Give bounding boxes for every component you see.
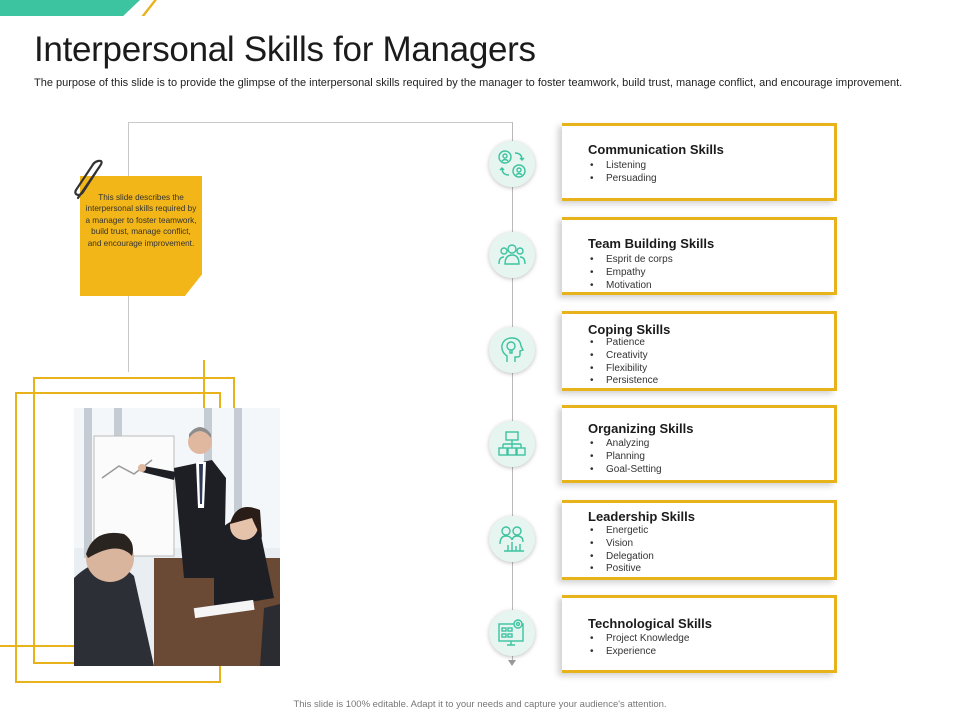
skill-item: • Vision <box>588 538 654 551</box>
head-lightbulb-icon <box>489 327 535 373</box>
timeline-line <box>512 122 513 662</box>
skill-card-technological <box>562 595 837 673</box>
skill-item: • Experience <box>588 646 689 659</box>
skill-item: • Project Knowledge <box>588 633 689 646</box>
corner-accent-teal <box>0 0 140 16</box>
footer-note: This slide is 100% editable. Adapt it to your needs and capture your audience's attention. <box>293 699 667 710</box>
timeline-arrow-icon <box>508 660 516 666</box>
skill-title: Leadership Skills <box>588 509 695 524</box>
skill-item: • Flexibility <box>588 363 658 376</box>
skill-item: • Esprit de corps <box>588 254 673 267</box>
skill-item: • Creativity <box>588 350 658 363</box>
skill-list <box>588 633 689 659</box>
skill-item: • Empathy <box>588 267 673 280</box>
sticky-note-text: This slide describes the interpersonal skills required by a manager to foster teamwork, build trust, manage conflict, and encourage improvement. <box>85 193 197 248</box>
skill-item: • Listening <box>588 160 657 173</box>
frame-line-top <box>128 122 512 123</box>
skill-list <box>588 254 673 292</box>
skill-item: • Motivation <box>588 280 673 293</box>
skill-title: Organizing Skills <box>588 421 694 436</box>
org-chart-icon <box>489 421 535 467</box>
paperclip-icon <box>70 158 110 202</box>
skill-list <box>588 525 654 576</box>
skill-item: • Goal-Setting <box>588 464 662 477</box>
skill-item: • Patience <box>588 337 658 350</box>
skill-list <box>588 438 662 476</box>
technology-icon <box>489 610 535 656</box>
team-icon <box>489 232 535 278</box>
business-meeting-photo <box>74 408 280 666</box>
skill-list <box>588 160 657 186</box>
leader-chart-icon <box>489 516 535 562</box>
skill-card-leadership <box>562 500 837 580</box>
skill-title: Communication Skills <box>588 142 724 157</box>
skill-item: • Persuading <box>588 173 657 186</box>
skill-item: • Analyzing <box>588 438 662 451</box>
skill-item: • Delegation <box>588 551 654 564</box>
skill-item: • Persistence <box>588 375 658 388</box>
skill-title: Technological Skills <box>588 616 713 631</box>
skill-card-coping <box>562 311 837 391</box>
skill-item: • Positive <box>588 563 654 576</box>
skill-card-team-building <box>562 217 837 295</box>
skill-title: Team Building Skills <box>588 236 715 251</box>
skill-item: • Energetic <box>588 525 654 538</box>
page-title: Interpersonal Skills for Managers <box>34 30 536 69</box>
skill-card-communication <box>562 123 837 201</box>
page-subtitle: The purpose of this slide is to provide the glimpse of the interpersonal skills required by the manager to foster teamwork, build trust, manage conflict, and encourage improvement. <box>34 77 903 89</box>
skill-list <box>588 337 658 388</box>
skill-title: Coping Skills <box>588 322 671 337</box>
skill-card-organizing <box>562 405 837 483</box>
communication-icon <box>489 141 535 187</box>
skill-item: • Planning <box>588 451 662 464</box>
